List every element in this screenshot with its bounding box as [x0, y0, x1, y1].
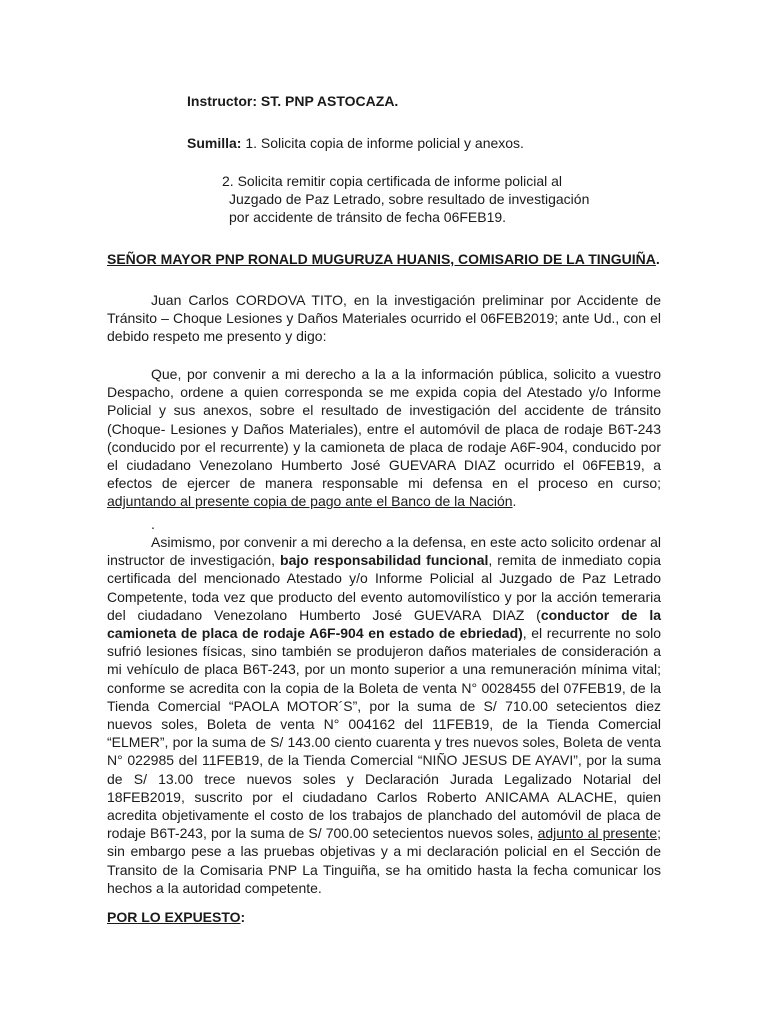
paragraph-2-part-a: Asimismo, por convenir a mi derecho a la defensa, en este acto solicito ordenar al instructor de investigación,: [107, 534, 661, 569]
addressee-period: .: [655, 251, 660, 267]
addressee: [107, 250, 660, 268]
instructor-line: Instructor: ST. PNP ASTOCAZA.: [187, 93, 399, 109]
closing-label: POR LO EXPUESTO: [107, 909, 241, 925]
closing-colon: :: [240, 909, 246, 925]
paragraph-2: [107, 533, 661, 897]
sumilla-item-1: 1. Solicita copia de informe policial y anexos.: [241, 135, 524, 151]
sumilla-item-2-line-2: Juzgado de Paz Letrado, sobre resultado de investigación: [229, 191, 590, 207]
paragraph-1-main: Que, por convenir a mi derecho a la a la información pública, solicito a vuestro Despacho, ordene a quien corresponda se me expida copia del Atestado y/o Informe Policial y sus anexos, sobre el resultado de investigación del accidente de tránsito (Choque- Lesiones y Daños Materiales), entre el automóvil de placa de rodaje B6T-243 (conducido por el recurrente) y la camioneta de placa de rodaje A6F-904, conducido por el ciudadano Venezolano Humberto José GUEVARA DIAZ ocurrido el 06FEB19, a efectos de ejercer de manera responsable mi defensa en el proceso en curso;: [107, 366, 661, 492]
paragraph-2-text: [107, 533, 661, 897]
paragraph-2-bold-1: bajo responsabilidad funcional: [280, 552, 489, 569]
paragraph-1-text: [107, 365, 661, 511]
stray-dot: .: [151, 516, 155, 532]
sumilla-item-2-line-1: 2. Solicita remitir copia certificada de informe policial al: [222, 173, 563, 189]
closing-heading: [107, 908, 245, 926]
sumilla-item-2-line-3: por accidente de tránsito de fecha 06FEB19.: [229, 209, 507, 225]
paragraph-1: [107, 365, 661, 511]
paragraph-2-part-c: , el recurrente no solo sufrió lesiones físicas, sino también se produjeron daños materiales de consideración a mi vehículo de placa B6T-243, por un monto superior a una remuneración mínima vital; conforme se acredita con la copia de la Boleta de venta N° 0028455 del 07FEB19, de la Tienda Comercial “PAOLA MOTOR´S”, por la suma de S/ 710.00 setecientos diez nuevos soles, Boleta de venta N° 004162 del 11FEB19, de la Tienda Comercial “ELMER”, por la suma de S/ 143.00 ciento cuarenta y tres nuevos soles, Boleta de venta N° 022985 del 11FEB19, de la Tienda Comercial “NIÑO JESUS DE AYAVI”, por la suma de S/ 13.00 trece nuevos soles y Declaración Jurada Legalizado Notarial del 18FEB2019, suscrito por el ciudadano Carlos Roberto ANICAMA ALACHE, quien acredita objetivamente el costo de los trabajos de planchado del automóvil de placa de rodaje B6T-243, por la suma de S/ 700.00 setecientos nuevos soles,: [107, 625, 661, 842]
paragraph-2-part-d: ; sin embargo pese a las pruebas objetivas y a mi declaración policial en el Sección de Transito de la Comisaria PNP La Tinguiña, se ha omitido hasta la fecha comunicar los hechos a la autoridad competente.: [107, 825, 661, 896]
paragraph-2-part-b: , remita de inmediato copia certificada del mencionado Atestado y/o Informe Policial al Juzgado de Paz Letrado Competente, toda vez que producto del evento automovilístico y por la acción temeraria del ciudadano Venezolano Humberto José GUEVARA DIAZ (: [107, 552, 661, 623]
sumilla-label: Sumilla:: [187, 135, 242, 151]
paragraph-1-end: .: [512, 493, 517, 510]
paragraph-2-bold-2: conductor de la camioneta de placa de rodaje A6F-904 en estado de ebriedad): [107, 606, 662, 642]
addressee-name: SEÑOR MAYOR PNP RONALD MUGURUZA HUANIS, COMISARIO DE LA TINGUIÑA: [107, 251, 656, 267]
paragraph-2-underlined: adjunto al presente: [537, 825, 658, 842]
sumilla-line: [187, 134, 524, 152]
intro-paragraph: [107, 291, 661, 346]
intro-text: Juan Carlos CORDOVA TITO, en la investigación preliminar por Accidente de Tránsito – Choque Lesiones y Daños Materiales ocurrido el 06FEB2019; ante Ud., con el debido respeto me presento y digo:: [107, 292, 661, 345]
paragraph-1-underlined: adjuntando al presente copia de pago ante el Banco de la Nación: [107, 493, 513, 510]
